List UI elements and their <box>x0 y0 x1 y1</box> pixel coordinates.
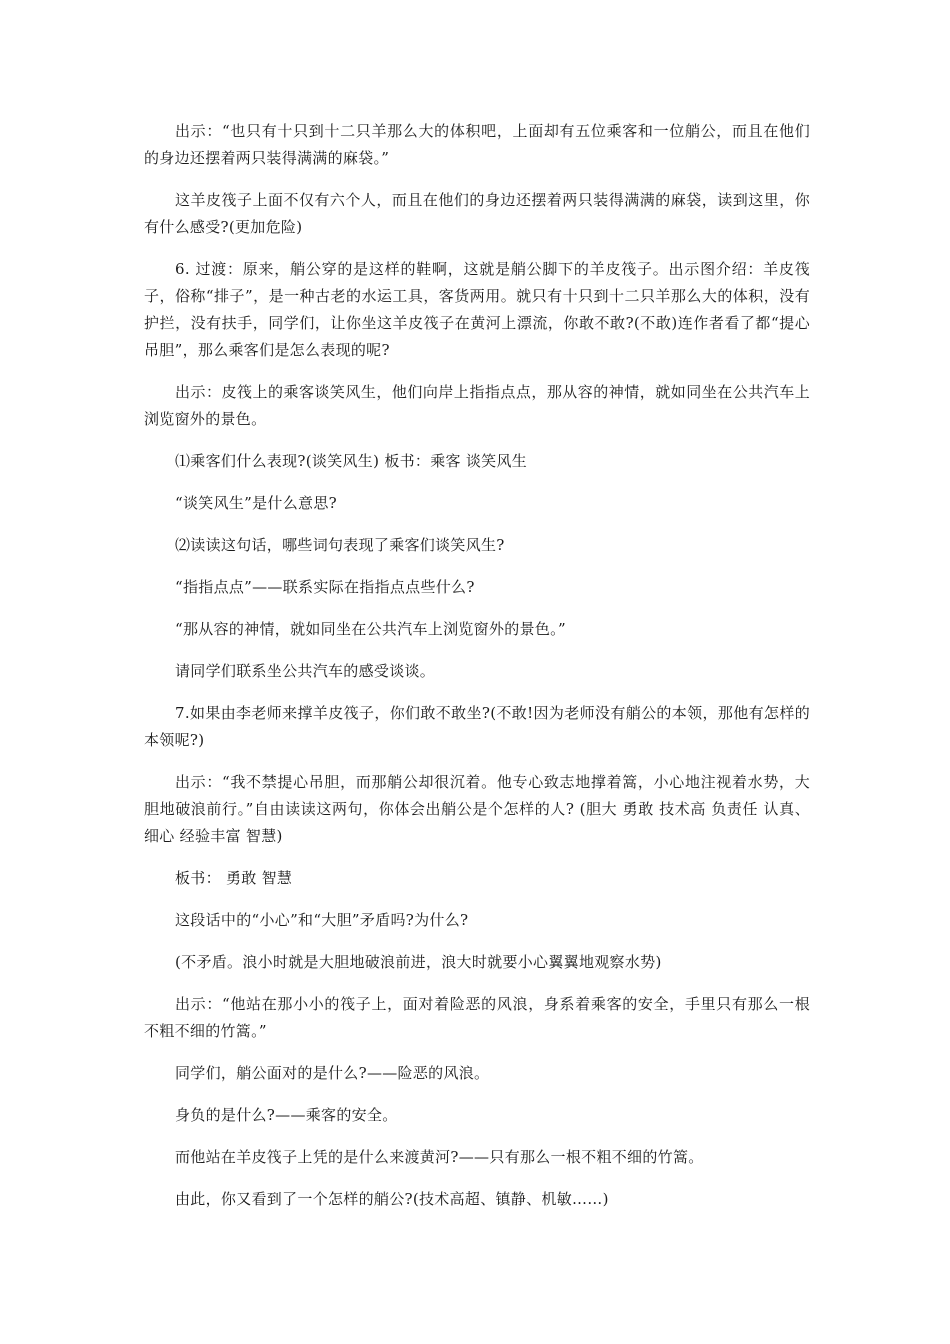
paragraph-14: 这段话中的“小心”和“大胆”矛盾吗?为什么? <box>175 911 469 929</box>
paragraph-3: 6. 过渡：原来，艄公穿的是这样的鞋啊，这就是艄公脚下的羊皮筏子。出示图介绍：羊皮筏子，俗称“排子”，是一种古老的水运工具，客货两用。就只有十只到十二只羊那么大的体积，没有护拦，没有扶手，同学们，让你坐这羊皮筏子在黄河上漂流，你敢不敢?(不敢)连作者看了都“提心吊胆”，那么乘客们是怎么表现的呢? <box>144 260 810 359</box>
paragraph-1: 出示：“也只有十只到十二只羊那么大的体积吧，上面却有五位乘客和一位艄公，而且在他们的身边还摆着两只装得满满的麻袋。” <box>144 122 810 167</box>
paragraph-9: “那从容的神情，就如同坐在公共汽车上浏览窗外的景色。” <box>175 620 566 638</box>
paragraph-13: 板书： 勇敢 智慧 <box>175 869 293 887</box>
paragraph-11: 7.如果由李老师来撑羊皮筏子，你们敢不敢坐?(不敢!因为老师没有艄公的本领，那他有怎样的本领呢?) <box>144 704 810 749</box>
paragraph-12: 出示：“我不禁提心吊胆，而那艄公却很沉着。他专心致志地撑着篙，小心地注视着水势，大胆地破浪前行。”自由读读这两句，你体会出艄公是个怎样的人? (胆大 勇敢 技术高 负责任 认真、细心 经验丰富 智慧) <box>144 773 810 845</box>
paragraph-5: ⑴乘客们什么表现?(谈笑风生) 板书：乘客 谈笑风生 <box>175 452 528 470</box>
paragraph-16: 出示：“他站在那小小的筏子上，面对着险恶的风浪，身系着乘客的安全，手里只有那么一根不粗不细的竹篙。” <box>144 995 810 1040</box>
paragraph-18: 身负的是什么?——乘客的安全。 <box>175 1106 398 1124</box>
paragraph-7: ⑵读读这句话，哪些词句表现了乘客们谈笑风生? <box>175 536 505 554</box>
paragraph-19: 而他站在羊皮筏子上凭的是什么来渡黄河?——只有那么一根不粗不细的竹篙。 <box>175 1148 704 1166</box>
paragraph-15: (不矛盾。浪小时就是大胆地破浪前进，浪大时就要小心翼翼地观察水势) <box>175 953 662 971</box>
paragraph-4: 出示：皮筏上的乘客谈笑风生，他们向岸上指指点点，那从容的神情，就如同坐在公共汽车上浏览窗外的景色。 <box>144 383 810 428</box>
paragraph-2: 这羊皮筏子上面不仅有六个人，而且在他们的身边还摆着两只装得满满的麻袋，读到这里，你有什么感受?(更加危险) <box>144 191 810 236</box>
paragraph-17: 同学们，艄公面对的是什么?——险恶的风浪。 <box>175 1064 490 1082</box>
paragraph-20: 由此，你又看到了一个怎样的艄公?(技术高超、镇静、机敏……) <box>175 1190 609 1208</box>
paragraph-10: 请同学们联系坐公共汽车的感受谈谈。 <box>175 662 436 680</box>
paragraph-8: “指指点点”——联系实际在指指点点些什么? <box>175 578 475 596</box>
paragraph-6: “谈笑风生”是什么意思? <box>175 494 337 512</box>
